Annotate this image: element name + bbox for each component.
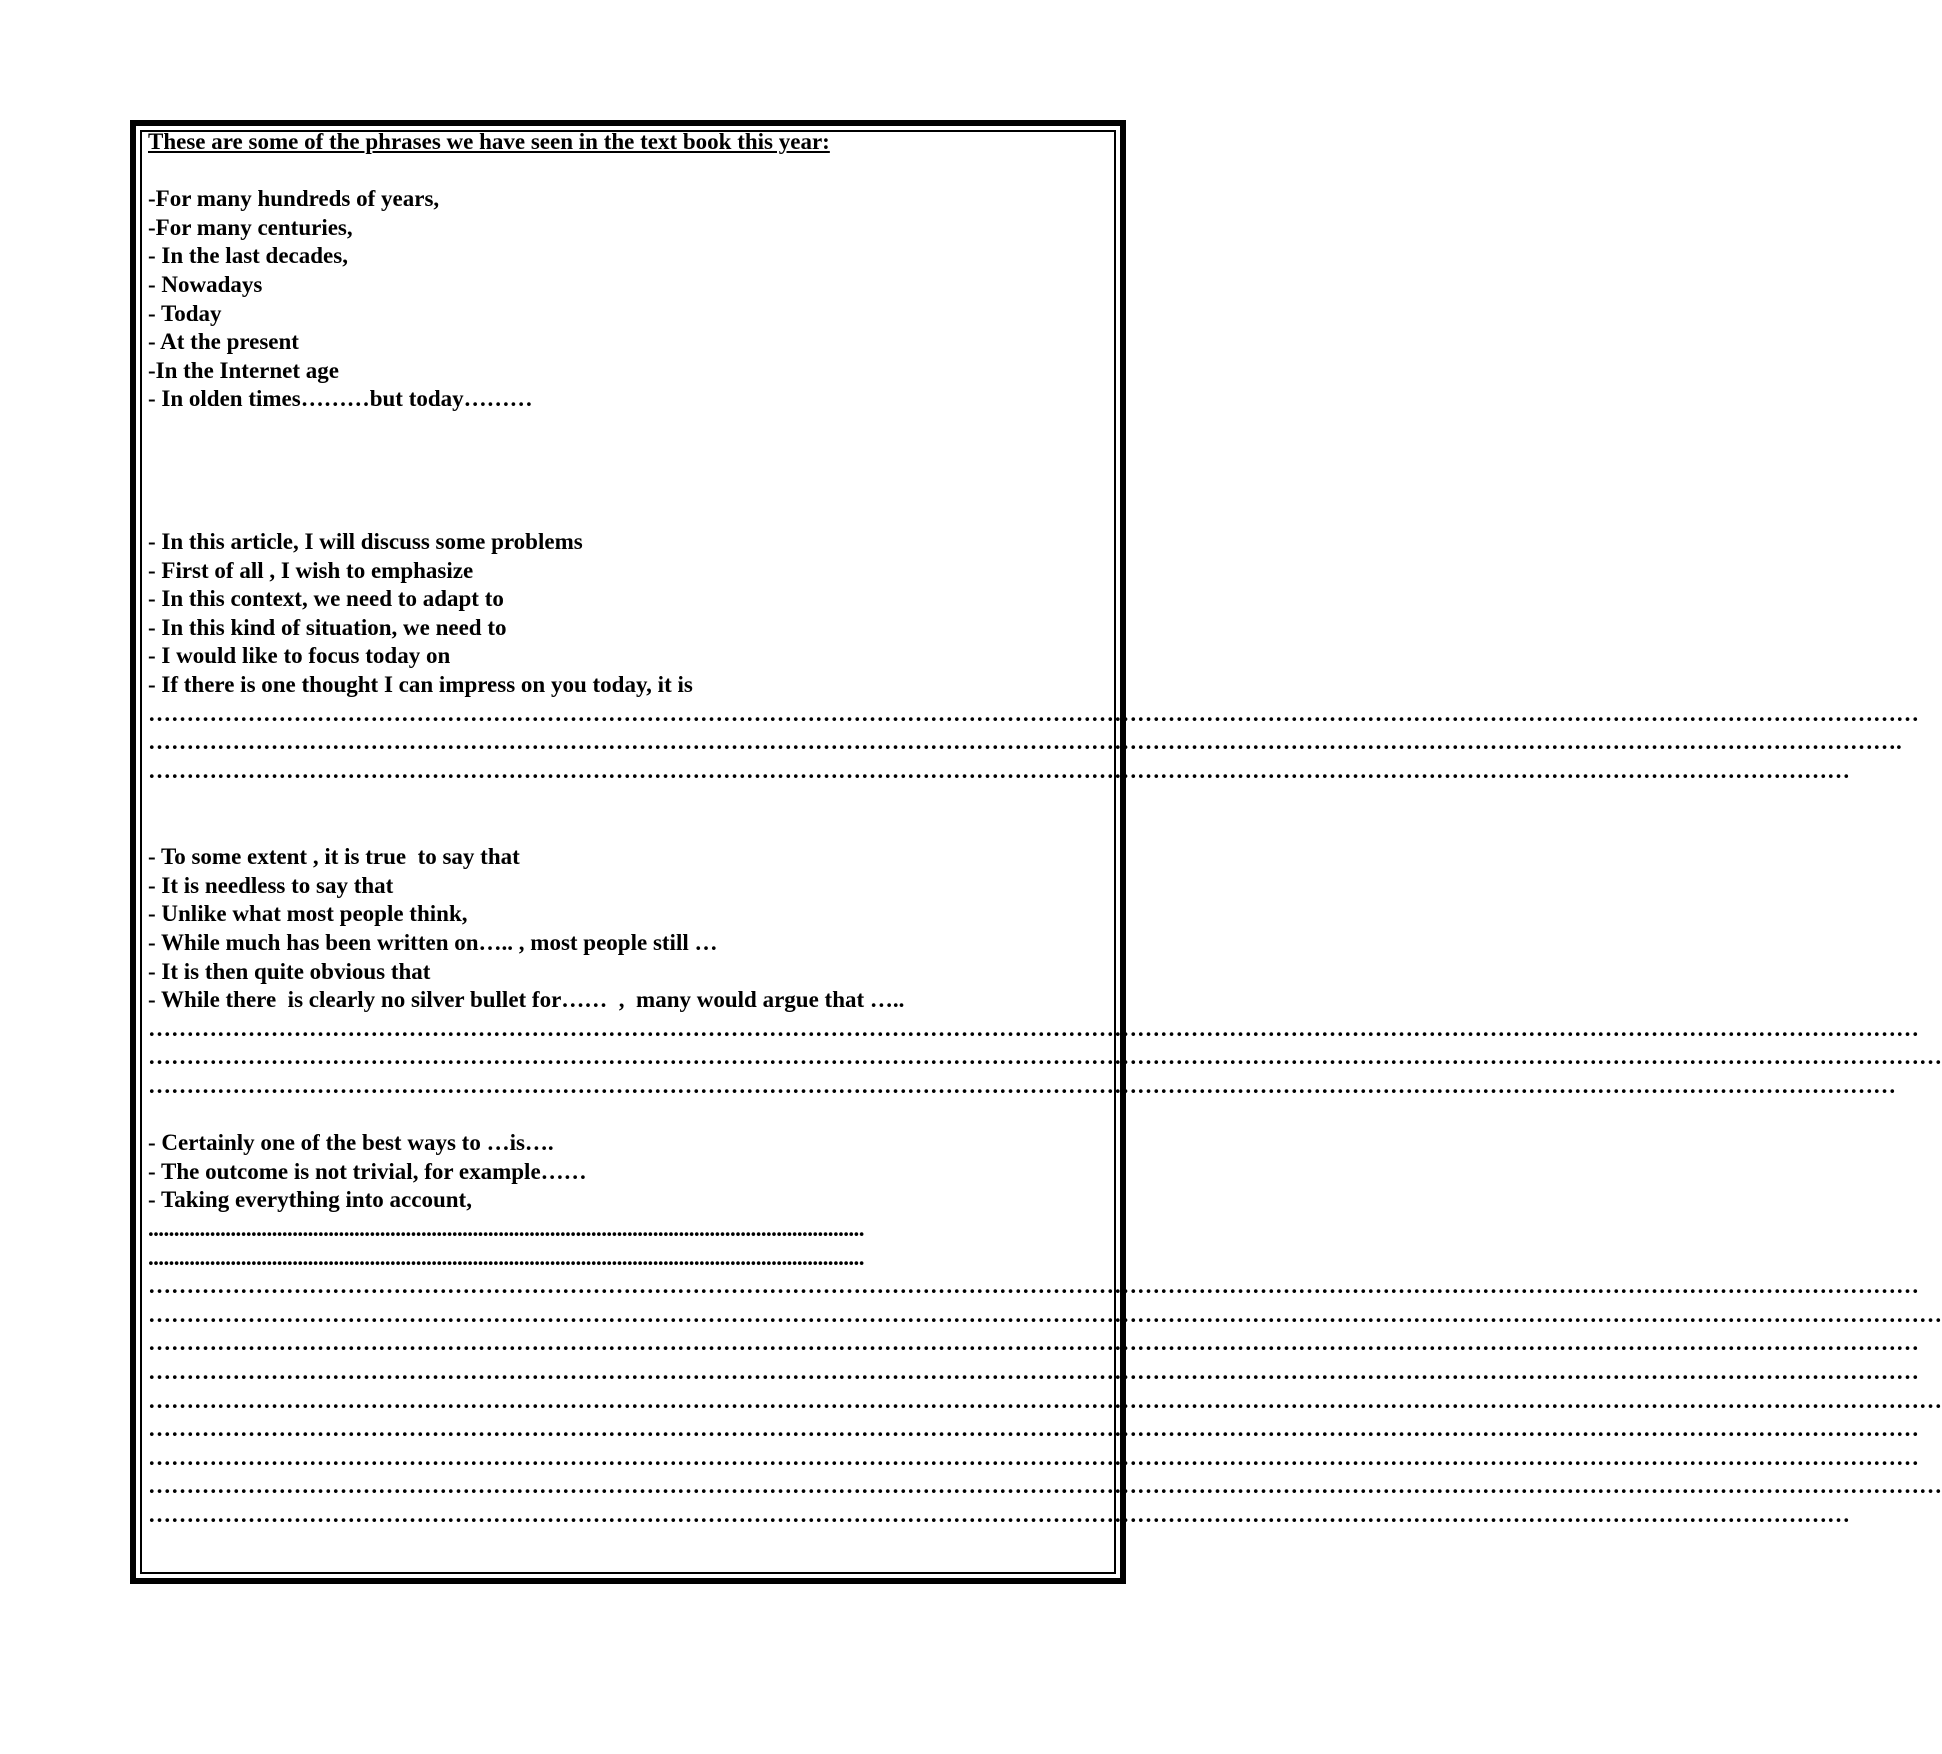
phrase-line: - To some extent , it is true to say that [148, 844, 520, 870]
spacer [148, 1101, 1108, 1130]
phrase-line: - It is then quite obvious that [148, 958, 431, 984]
writing-line[interactable]: …………………………………………………………………………………………………………………………………………………………………………………………………………… [148, 1358, 1919, 1384]
phrase-group-time [148, 185, 1108, 414]
phrase-line: - At the present [148, 329, 299, 355]
writing-line[interactable]: …………………………………………………………………………………………………………………………………………………………………………………………………………… [148, 1015, 1919, 1041]
phrase-group-argument [148, 843, 1942, 1100]
writing-line[interactable]: …………………………………………………………………………………………………………………………………………………………………………………………………………… [148, 700, 1919, 726]
phrase-line: - I would like to focus today on [148, 643, 451, 669]
writing-line[interactable]: …………………………………………………………………………………………………………………………………………………………………………………………………………… [148, 1273, 1919, 1299]
phrase-line: - It is needless to say that [148, 872, 394, 898]
writing-line[interactable]: …………………………………………………………………………………………………………………………………………………………………………………………………………… [148, 1444, 1919, 1470]
writing-line[interactable]: ........................................................................................................................................... [148, 1244, 864, 1270]
phrase-line: - In olden times………but today……… [148, 386, 533, 412]
phrase-line: - In this context, we need to adapt to [148, 586, 504, 612]
writing-line[interactable]: …………………………………………………………………………………………………………………………………………………………………………………………………………. [148, 729, 1902, 755]
phrase-line: - If there is one thought I can impress on you today, it is [148, 671, 693, 697]
phrase-group-conclusion [148, 1129, 1942, 1529]
phrase-line: - Unlike what most people think, [148, 901, 468, 927]
spacer [148, 785, 1108, 843]
worksheet-heading: These are some of the phrases we have seen in the text book this year: [148, 129, 830, 154]
writing-line[interactable]: …………………………………………………………………………………………………………………………………………………………………………………………………………… [148, 1330, 1919, 1356]
phrase-line: - Nowadays [148, 271, 263, 297]
writing-line[interactable]: ………………………………………………………………………………………………………………………………………………………………………………………………………… [148, 1073, 1896, 1099]
spacer [148, 157, 1108, 186]
phrase-line: - In this article, I will discuss some problems [148, 528, 583, 554]
phrase-line: - In the last decades, [148, 243, 348, 269]
phrase-line: - Today [148, 300, 222, 326]
spacer [148, 414, 1108, 528]
phrase-line: - Taking everything into account, [148, 1187, 472, 1213]
phrase-line: - While there is clearly no silver bullet for…… , many would argue that ….. [148, 987, 905, 1013]
phrase-line: - Certainly one of the best ways to …is…. [148, 1130, 554, 1156]
phrase-line: -For many centuries, [148, 214, 353, 240]
writing-line[interactable]: ........................................................................................................................................... [148, 1216, 864, 1241]
phrase-line: - While much has been written on….. , most people still … [148, 930, 718, 956]
writing-line[interactable]: ……………………………………………………………………………………………………………………………………………………………………………………………………………… [148, 1301, 1942, 1327]
writing-line[interactable]: ……………………………………………………………………………………………………………………………………………………………………………………………………………… [148, 1044, 1942, 1070]
writing-line[interactable]: …………………………………………………………………………………………………………………………………………………………………………………………………………… [148, 1416, 1919, 1442]
phrase-line: -For many hundreds of years, [148, 186, 440, 212]
phrase-line: -In the Internet age [148, 357, 339, 383]
phrase-group-introduction [148, 528, 1919, 785]
writing-line[interactable]: …………………………………………………………………………………………………………………………………………………………………………………………………… [148, 1501, 1850, 1527]
phrase-line: - The outcome is not trivial, for example…… [148, 1158, 587, 1184]
phrase-line: - In this kind of situation, we need to [148, 614, 507, 640]
phrase-line: - First of all , I wish to emphasize [148, 557, 474, 583]
writing-line[interactable]: ……………………………………………………………………………………………………………………………………………………………………………………………………………… [148, 1387, 1942, 1413]
writing-line[interactable]: …………………………………………………………………………………………………………………………………………………………………………………………………… [148, 757, 1850, 783]
writing-line[interactable]: ……………………………………………………………………………………………………………………………………………………………………………………………………………… [148, 1473, 1942, 1499]
worksheet-content [148, 128, 1942, 1530]
